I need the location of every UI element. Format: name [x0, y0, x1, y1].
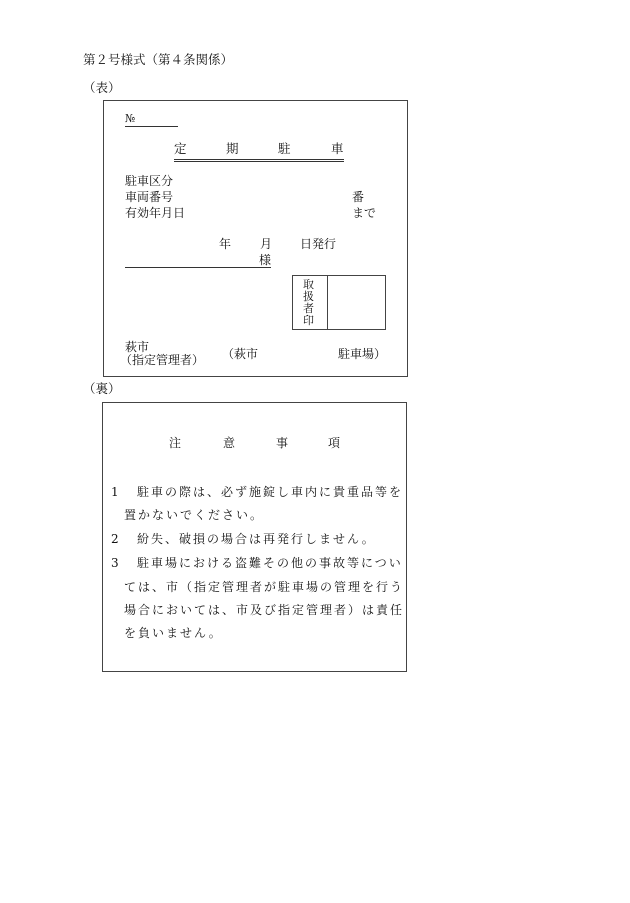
front-card [103, 100, 408, 377]
issue-year: 年 [219, 237, 232, 251]
note-3-line-4: を負いません。 [124, 626, 223, 640]
front-title-char-4: 車 [331, 141, 344, 156]
front-title-char-3: 駐 [278, 141, 291, 156]
vehicle-number-label: 車両番号 [125, 190, 174, 204]
stamp-char-1: 取 [303, 278, 314, 291]
validity-suffix: まで [352, 206, 377, 220]
number-label: № [125, 112, 136, 125]
back-title-char-4: 項 [328, 436, 341, 450]
parking-open: （萩市 [222, 347, 259, 361]
issue-month: 月 [260, 237, 273, 251]
number-field [125, 113, 178, 127]
note-2-line-1: 紛失、破損の場合は再発行しません。 [137, 532, 376, 546]
note-3-line-2: ては、市（指定管理者が駐車場の管理を行う [124, 580, 405, 594]
note-3-line-1: 駐車場における盗難その他の事故等につい [137, 556, 403, 570]
note-1-number: 1 [111, 485, 119, 499]
note-3-number: 3 [111, 556, 119, 570]
stamp-box-divider [327, 276, 328, 329]
stamp-char-3: 者 [303, 302, 314, 315]
issuer-manager: （指定管理者） [120, 353, 205, 367]
form-number: 第２号様式（第４条関係） [83, 52, 234, 67]
recipient-suffix: 様 [259, 253, 272, 267]
parking-close: 駐車場） [338, 347, 387, 361]
vehicle-number-suffix: 番 [352, 190, 365, 204]
category-label: 駐車区分 [125, 174, 174, 188]
note-3-line-3: 場合においては、市及び指定管理者）は責任 [124, 603, 405, 617]
front-title-char-2: 期 [226, 141, 239, 156]
back-title-char-1: 注 [169, 436, 182, 450]
back-card [102, 402, 407, 672]
issuer-city: 萩市 [125, 340, 150, 354]
issue-day: 日発行 [300, 237, 337, 251]
back-title-char-3: 事 [276, 436, 289, 450]
note-1-line-2: 置かないでください。 [124, 508, 265, 522]
stamp-char-2: 扱 [303, 290, 314, 303]
back-label: （裏） [83, 381, 121, 396]
recipient-line [125, 265, 271, 268]
front-title [174, 143, 344, 162]
validity-label: 有効年月日 [125, 206, 186, 220]
back-title-char-2: 意 [223, 436, 236, 450]
note-2-number: 2 [111, 532, 119, 546]
note-1-line-1: 駐車の際は、必ず施錠し車内に貴重品等を [137, 485, 404, 499]
front-title-char-1: 定 [174, 141, 187, 156]
stamp-box [292, 275, 386, 330]
front-label: （表） [83, 80, 121, 95]
stamp-char-4: 印 [303, 314, 314, 327]
